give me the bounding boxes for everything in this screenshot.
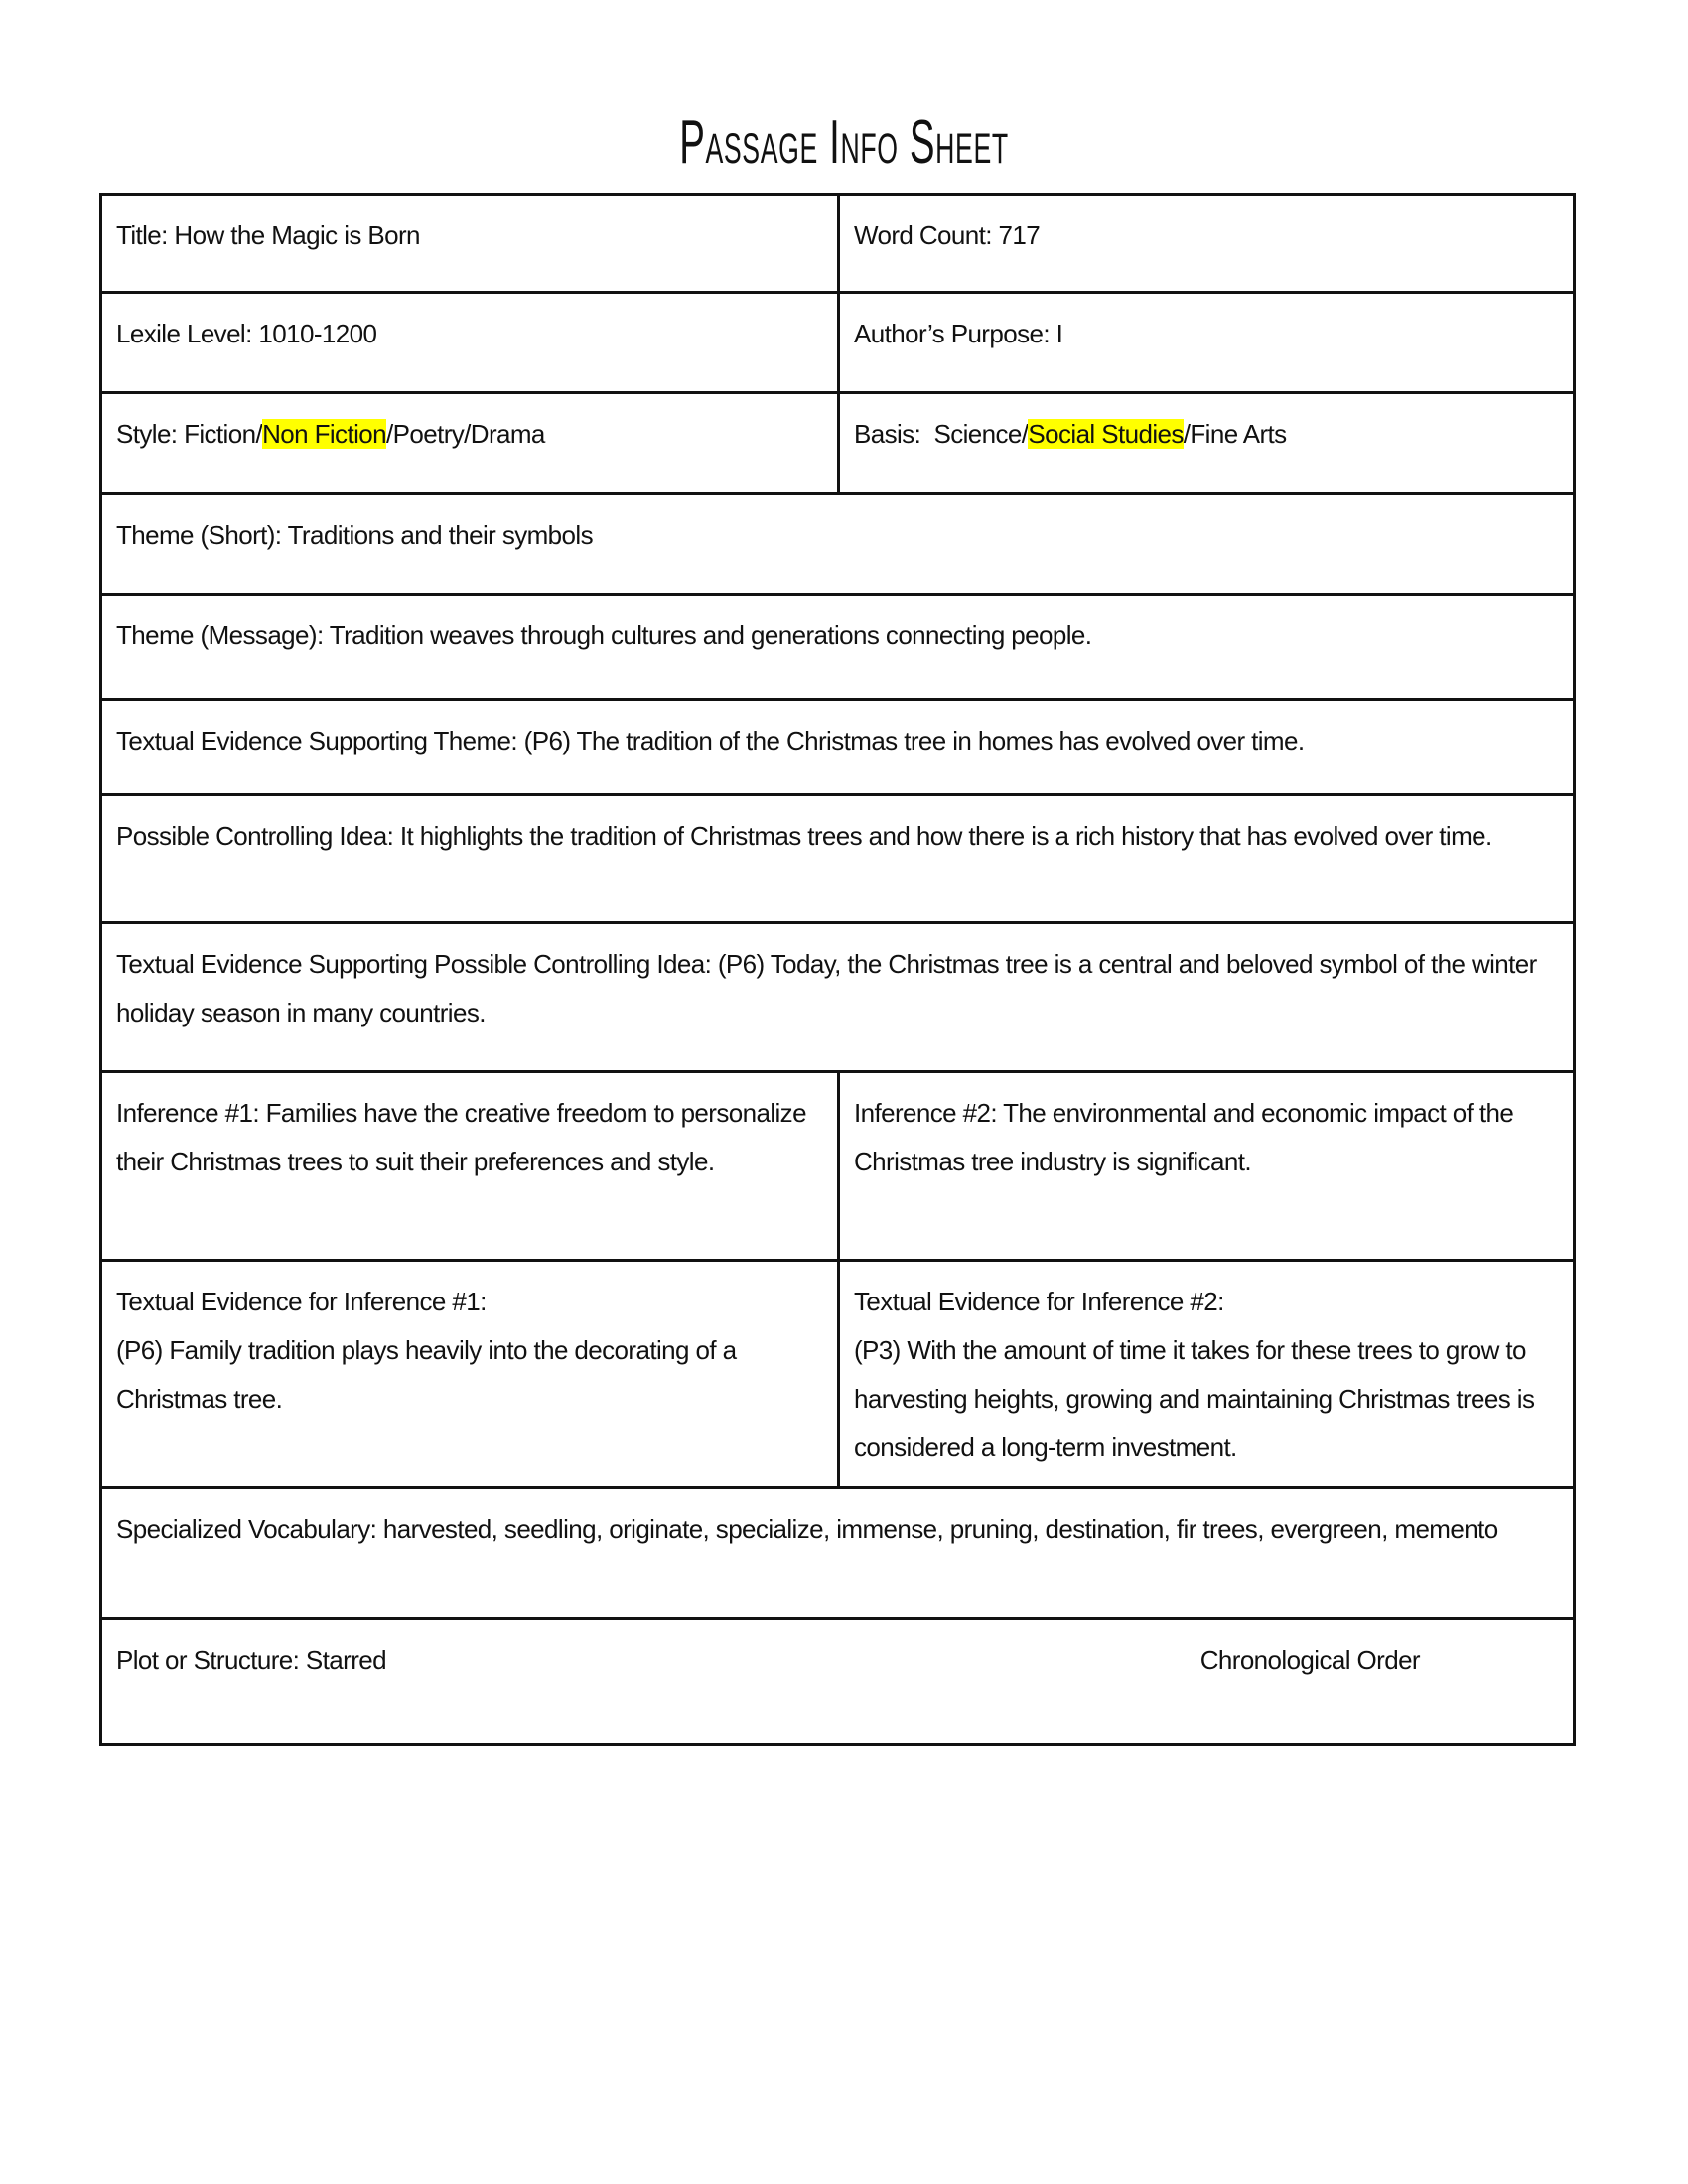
plot-cell xyxy=(101,1619,1575,1745)
lexile-cell xyxy=(101,293,839,393)
row-vocabulary xyxy=(101,1488,1575,1619)
word-count-label: Word Count: xyxy=(854,220,992,250)
row-theme-short xyxy=(101,494,1575,595)
evidence-inf2-cell xyxy=(839,1261,1575,1488)
passage-info-table xyxy=(99,193,1576,1746)
controlling-idea-label: Possible Controlling Idea: xyxy=(116,821,394,851)
authors-purpose-cell xyxy=(839,293,1575,393)
basis-cell: Basis: Science/Social Studies/Fine Arts xyxy=(839,393,1575,494)
row-plot xyxy=(101,1619,1575,1745)
style-option-nonfiction-highlighted: Non Fiction xyxy=(262,419,386,449)
inference2-value: The environmental and economic impact of the Christmas tree industry is significant. xyxy=(854,1098,1514,1176)
basis-option-social-studies-highlighted: Social Studies xyxy=(1028,419,1184,449)
evidence-controlling-label: Textual Evidence Supporting Possible Controlling Idea: xyxy=(116,949,712,979)
vocabulary-cell xyxy=(101,1488,1575,1619)
evidence-inf1-value: (P6) Family tradition plays heavily into the decorating of a Christmas tree. xyxy=(116,1335,737,1414)
style-option-fiction: Fiction xyxy=(184,419,256,449)
row-inferences xyxy=(101,1072,1575,1261)
style-label: Style: xyxy=(116,419,178,449)
title-value: How the Magic is Born xyxy=(174,220,420,250)
word-count-cell xyxy=(839,195,1575,293)
basis-option-science: Science xyxy=(933,419,1022,449)
row-style xyxy=(101,393,1575,494)
inference1-label: Inference #1: xyxy=(116,1098,259,1128)
vocabulary-value: harvested, seedling, originate, specialize, immense, pruning, destination, fir trees, evergreen, memento xyxy=(382,1514,1498,1544)
inference1-cell xyxy=(101,1072,839,1261)
evidence-theme-value: (P6) The tradition of the Christmas tree in homes has evolved over time. xyxy=(523,726,1305,755)
theme-short-cell xyxy=(101,494,1575,595)
evidence-controlling-value: (P6) Today, the Christmas tree is a central and beloved symbol of the winter holiday season in many countries. xyxy=(116,949,1537,1027)
row-controlling-idea xyxy=(101,795,1575,923)
lexile-value: 1010-1200 xyxy=(258,319,377,348)
row-evidence-controlling xyxy=(101,923,1575,1072)
evidence-controlling-cell xyxy=(101,923,1575,1072)
title-cell xyxy=(101,195,839,293)
evidence-theme-cell xyxy=(101,700,1575,795)
theme-short-value: Traditions and their symbols xyxy=(287,520,593,550)
row-theme-message xyxy=(101,595,1575,700)
plot-order: Chronological Order xyxy=(1199,1645,1420,1675)
plot-label: Plot or Structure: xyxy=(116,1645,300,1675)
evidence-inf2-label: Textual Evidence for Inference #2: xyxy=(854,1287,1224,1316)
inference1-value: Families have the creative freedom to personalize their Christmas trees to suit their preferences and style. xyxy=(116,1098,806,1176)
theme-message-value: Tradition weaves through cultures and generations connecting people. xyxy=(329,620,1092,650)
title-label: Title: xyxy=(116,220,168,250)
row-title xyxy=(101,195,1575,293)
style-cell: Style: Fiction/Non Fiction/Poetry/Drama xyxy=(101,393,839,494)
plot-value: Starred xyxy=(305,1645,386,1675)
theme-message-cell xyxy=(101,595,1575,700)
row-inference-evidence xyxy=(101,1261,1575,1488)
evidence-inf1-cell xyxy=(101,1261,839,1488)
theme-short-label: Theme (Short): xyxy=(116,520,282,550)
basis-label: Basis: xyxy=(854,419,921,449)
row-evidence-theme xyxy=(101,700,1575,795)
authors-purpose-value: I xyxy=(1055,319,1063,348)
inference2-cell xyxy=(839,1072,1575,1261)
row-lexile xyxy=(101,293,1575,393)
evidence-inf2-value: (P3) With the amount of time it takes for these trees to grow to harvesting heights, growing and maintaining Christmas trees is considered a long-term investment. xyxy=(854,1335,1535,1462)
basis-option-fine-arts: Fine Arts xyxy=(1190,419,1287,449)
style-option-poetry: Poetry xyxy=(392,419,465,449)
page-title: Passage Info Sheet xyxy=(679,108,1009,177)
controlling-idea-cell xyxy=(101,795,1575,923)
lexile-label: Lexile Level: xyxy=(116,319,252,348)
controlling-idea-value: It highlights the tradition of Christmas trees and how there is a rich history that has evolved over time. xyxy=(399,821,1492,851)
style-option-drama: Drama xyxy=(470,419,545,449)
inference2-label: Inference #2: xyxy=(854,1098,997,1128)
vocabulary-label: Specialized Vocabulary: xyxy=(116,1514,377,1544)
evidence-inf1-label: Textual Evidence for Inference #1: xyxy=(116,1287,487,1316)
evidence-theme-label: Textual Evidence Supporting Theme: xyxy=(116,726,518,755)
word-count-value: 717 xyxy=(998,220,1041,250)
authors-purpose-label: Author’s Purpose: xyxy=(854,319,1050,348)
theme-message-label: Theme (Message): xyxy=(116,620,324,650)
